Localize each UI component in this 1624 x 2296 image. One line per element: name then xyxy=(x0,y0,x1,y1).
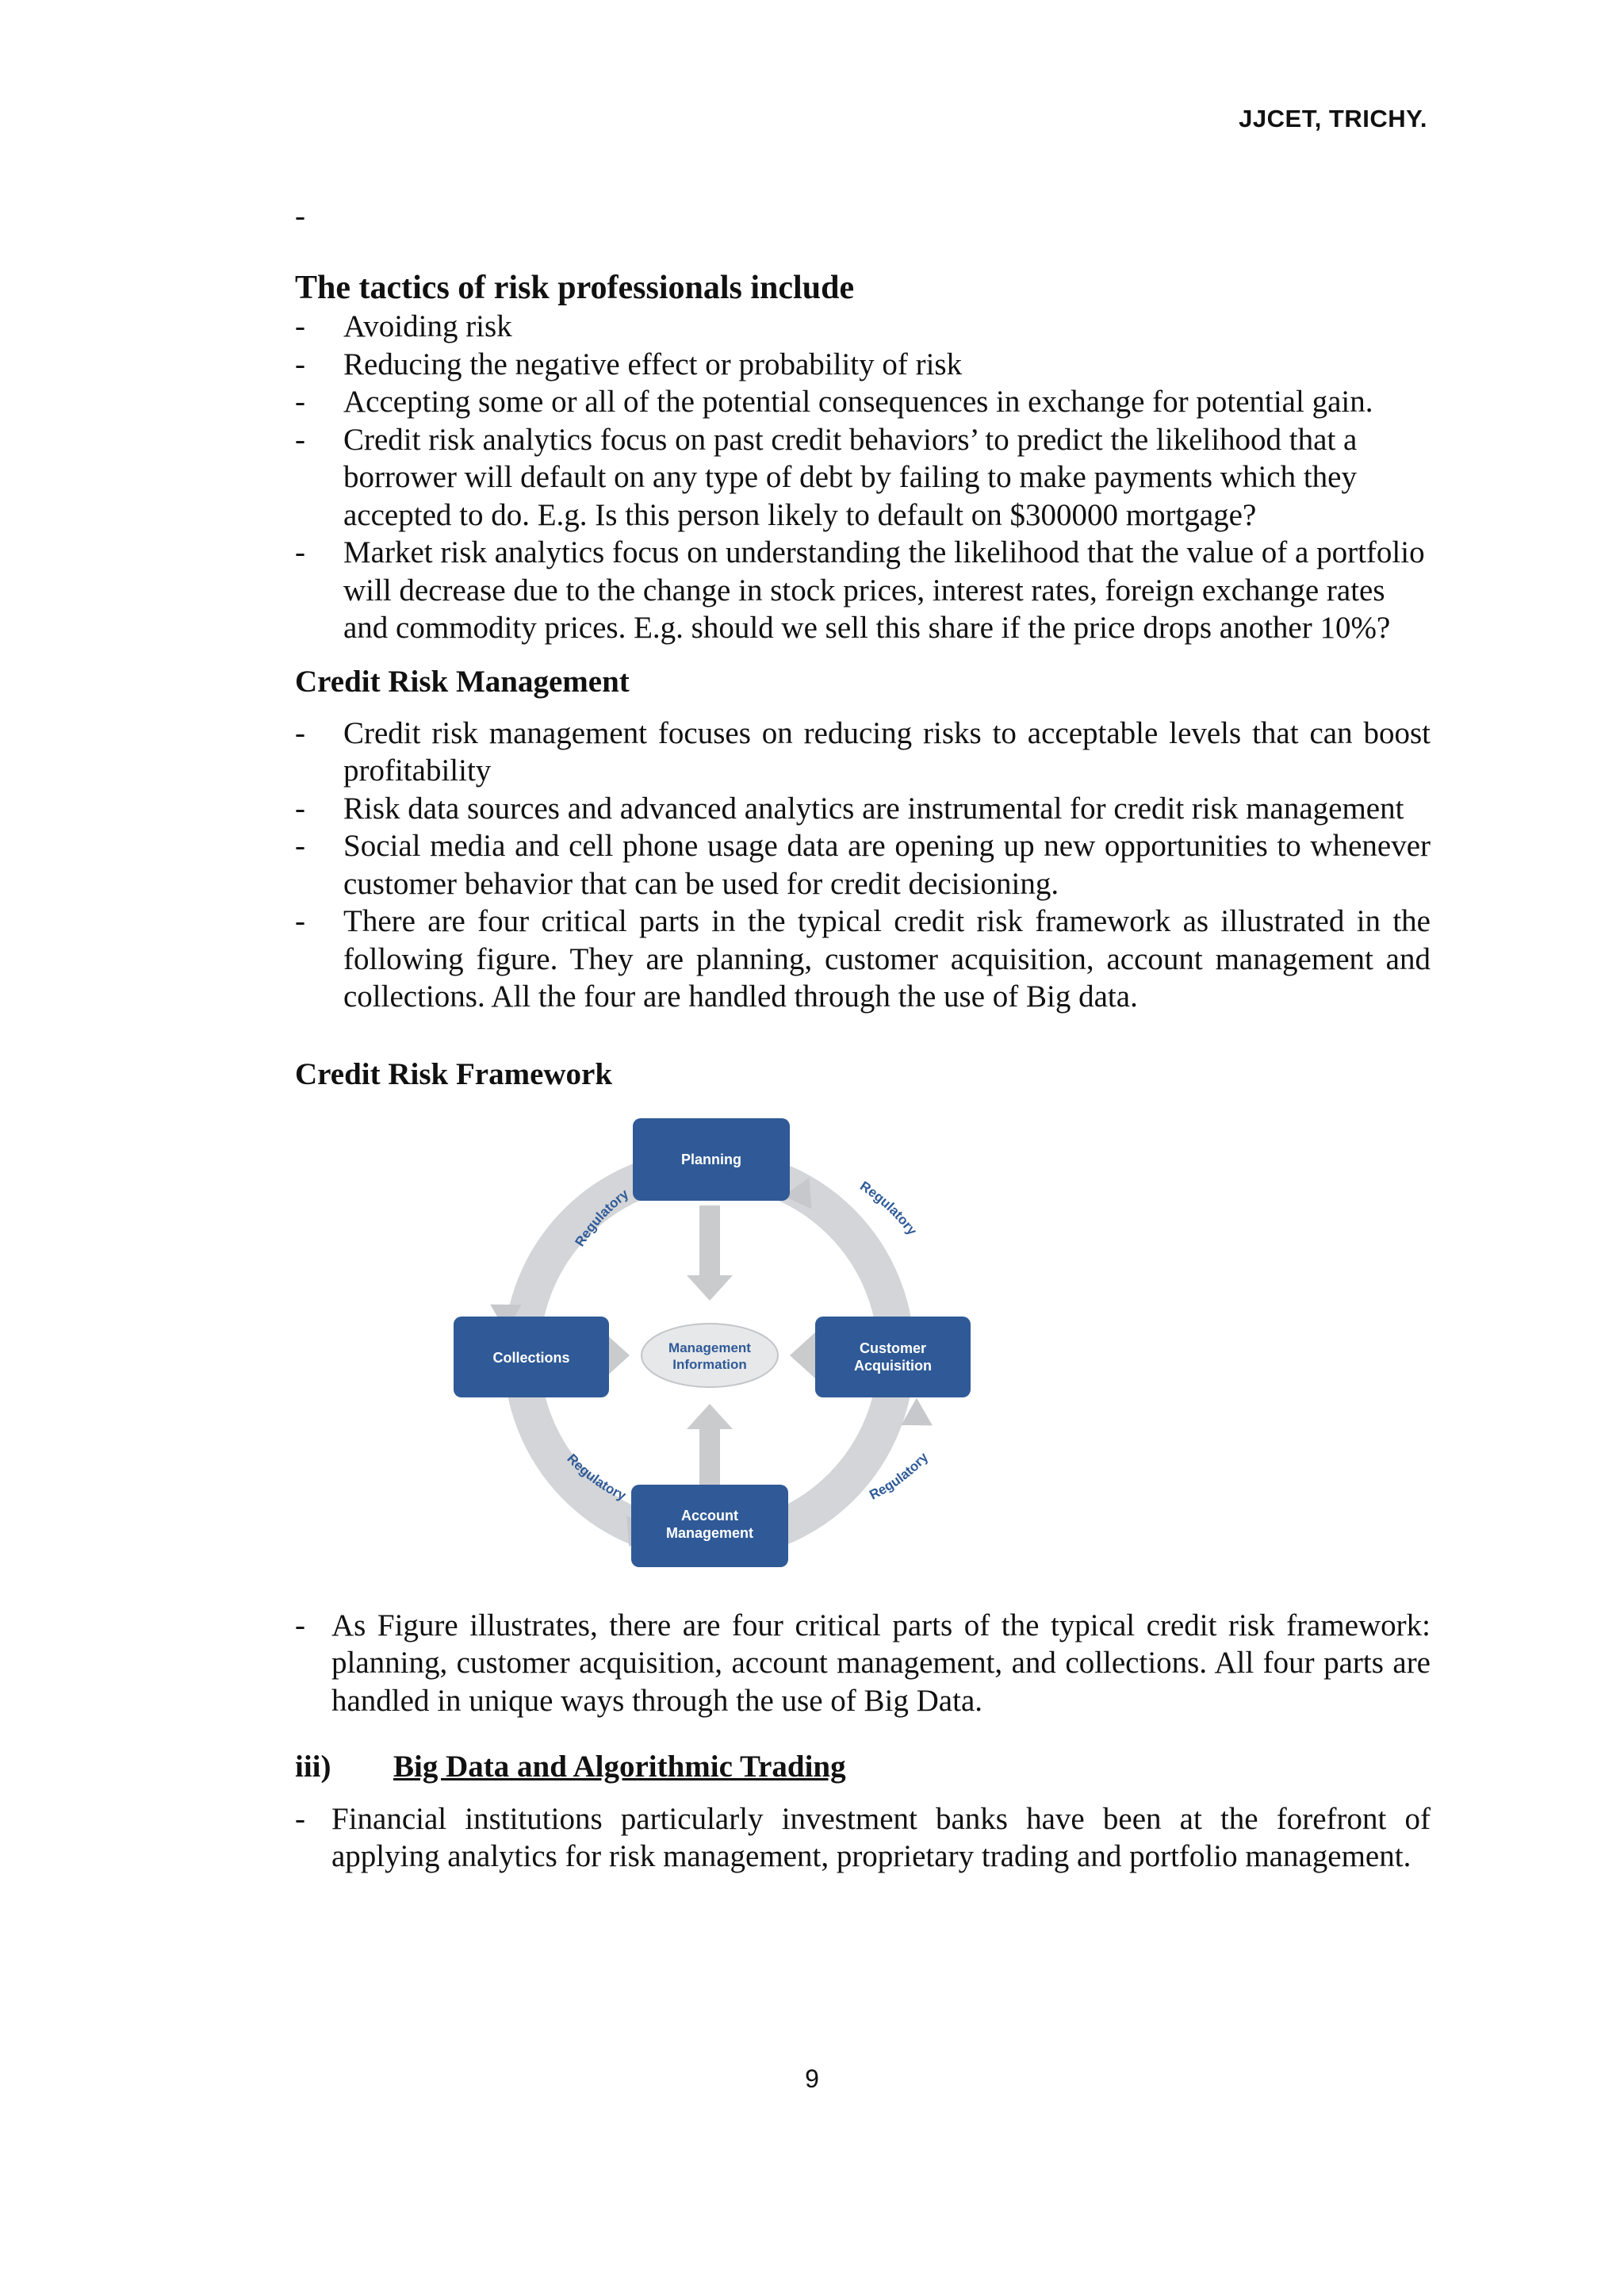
list-item: - Market risk analytics focus on understanding the likelihood that the value of a portfolio will decrease due to the change in stock prices, interest rates, foreign exchange rates and commodity prices. E.g. should we sell this share if the price drops another 10%? xyxy=(295,534,1431,647)
list-item: - Reducing the negative effect or probability of risk xyxy=(295,346,1431,384)
management-information-label: Information xyxy=(672,1356,747,1372)
tactics-list xyxy=(295,308,1431,647)
collections-label: Collections xyxy=(492,1349,570,1366)
list-item: - Avoiding risk xyxy=(295,308,1431,346)
list-item: - Credit risk analytics focus on past credit behaviors’ to predict the likelihood that a borrower will default on any type of debt by failing to make payments which they accepted to do. E.g. Is this person likely to default on $300000 mortgage? xyxy=(295,421,1431,535)
planning-label: Planning xyxy=(681,1151,741,1167)
credit-risk-framework-diagram xyxy=(295,1117,1431,1569)
regulatory-label: Regulatory xyxy=(572,1186,632,1249)
credit-risk-framework-heading: Credit Risk Framework xyxy=(295,1056,613,1091)
list-item: - Accepting some or all of the potential consequences in exchange for potential gain. xyxy=(295,383,1431,421)
section-iii-heading xyxy=(295,1748,1431,1786)
customer-acquisition-box xyxy=(815,1317,971,1397)
section-title: Big Data and Algorithmic Trading xyxy=(393,1750,846,1784)
tactics-heading: The tactics of risk professionals include xyxy=(295,270,855,306)
list-item: - As Figure illustrates, there are four critical parts of the typical credit risk framework: planning, customer acquisition, account management, and collections. All four parts are handled in unique ways through the use of Big Data. xyxy=(295,1607,1431,1720)
account-management-label: Management xyxy=(665,1524,754,1541)
customer-acquisition-label: Acquisition xyxy=(854,1357,932,1374)
regulatory-label: Regulatory xyxy=(867,1449,932,1503)
management-information-label: Management xyxy=(668,1340,751,1355)
management-information-node xyxy=(642,1324,778,1387)
credit-risk-management-list xyxy=(295,715,1431,1016)
regulatory-label: Regulatory xyxy=(564,1450,629,1504)
section-number: iii) xyxy=(295,1750,331,1784)
section-iii-list xyxy=(295,1800,1431,1876)
account-management-label: Account xyxy=(681,1507,738,1524)
customer-acquisition-label: Customer xyxy=(859,1340,927,1356)
regulatory-label: Regulatory xyxy=(857,1178,921,1238)
list-item: - Social media and cell phone usage data are opening up new opportunities to whenever customer behavior that can be used for credit decisioning. xyxy=(295,827,1431,903)
stray-dash: - xyxy=(295,199,305,233)
header-institution: JJCET, TRICHY. xyxy=(1239,105,1427,132)
list-item: - Risk data sources and advanced analytics are instrumental for credit risk management xyxy=(295,790,1431,828)
credit-risk-management-heading: Credit Risk Management xyxy=(295,664,630,699)
page-content xyxy=(295,268,1431,1876)
list-item: - Financial institutions particularly investment banks have been at the forefront of applying analytics for risk management, proprietary trading and portfolio management. xyxy=(295,1800,1431,1876)
framework-caption-list xyxy=(295,1607,1431,1720)
list-item: - There are four critical parts in the typical credit risk framework as illustrated in the following figure. They are planning, customer acquisition, account management and collections. All the four are handled through the use of Big data. xyxy=(295,903,1431,1016)
page-number: 9 xyxy=(805,2064,819,2093)
framework-svg xyxy=(295,1117,1431,1569)
list-item: - Credit risk management focuses on reducing risks to acceptable levels that can boost profitability xyxy=(295,715,1431,790)
